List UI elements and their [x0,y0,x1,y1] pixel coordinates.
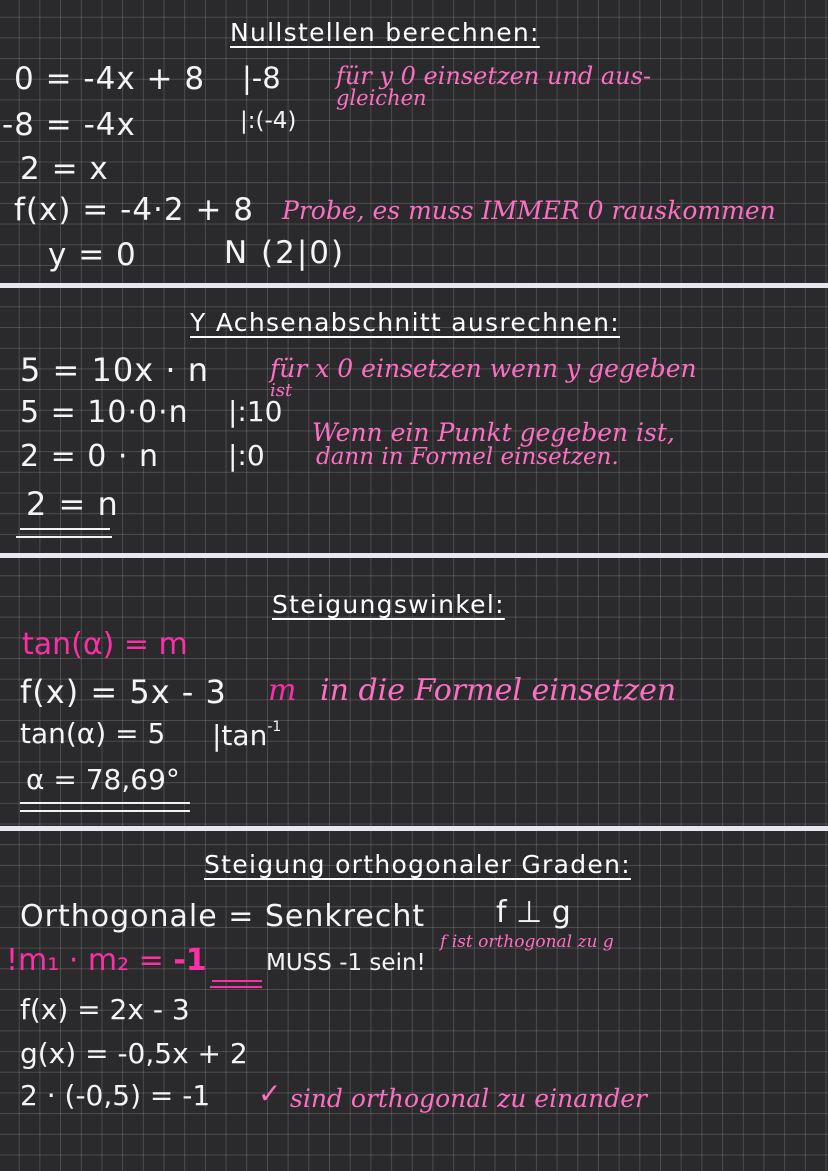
annotation-note: in die Formel einsetzen [320,673,677,708]
equation-line: 5 = 10·0·n [20,395,189,430]
equation-line: f(x) = -4·2 + 8 [14,192,255,228]
result-line: 2 = n [26,485,119,523]
heading-steigungswinkel: Steigungswinkel: [272,590,505,619]
annotation-note: m [268,673,297,708]
equation-line: y = 0 [48,237,137,273]
operation-note: |:10 [228,395,283,428]
annotation-note: für y 0 einsetzen und aus- [336,62,652,90]
annotation-note: für x 0 einsetzen wenn y gegeben [270,354,697,383]
rule-value: -1 [173,943,207,978]
rule-underline [212,980,262,982]
definition-line: Orthogonale = Senkrecht [20,899,426,934]
equation-line: 2 = 0 · n [20,439,160,474]
check-icon: ✓ [258,1077,282,1110]
operation-note: |:0 [228,439,265,472]
annotation-note: dann in Formel einsetzen. [316,444,619,470]
heading-orthogonale-steigung: Steigung orthogonaler Graden: [204,850,631,879]
section-divider [0,826,828,831]
superscript: -1 [267,719,282,735]
formula-line: tan(α) = m [22,627,188,662]
annotation-note: Wenn ein Punkt gegeben ist, [312,418,675,447]
perpendicular-symbol: f ⊥ g [496,895,571,930]
double-underline [20,528,110,530]
equation-line: 2 · (-0,5) = -1 [20,1079,211,1112]
section-divider [0,283,828,288]
equation-line: tan(α) = 5 [20,717,166,750]
equation-line: -8 = -4x [2,107,136,143]
rule-line [6,943,207,978]
operation-note: |-8 [242,61,281,95]
double-underline [20,802,190,804]
zero-point: N (2|0) [224,235,346,271]
operation-note [212,720,281,750]
section-divider [0,553,828,558]
double-underline [20,810,190,812]
operation-text: |tan [212,719,268,752]
annotation-note: MUSS -1 sein! [266,950,426,976]
equation-line: 2 = x [20,151,109,187]
equation-line: g(x) = -0,5x + 2 [20,1037,248,1070]
equation-line: f(x) = 2x - 3 [20,993,190,1026]
heading-y-achsenabschnitt: Y Achsenabschnitt ausrechnen: [190,308,620,337]
annotation-note: f ist orthogonal zu g [440,932,614,952]
equation-line: 5 = 10x · n [20,351,209,389]
operation-note: |:(-4) [240,108,297,134]
annotation-note: ist [270,380,293,401]
equation-line: f(x) = 5x - 3 [20,673,227,711]
rule-underline [210,986,262,988]
annotation-note: gleichen [336,86,427,110]
rule-prefix: !m₁ · m₂ = [6,943,174,978]
equation-line: 0 = -4x + 8 [14,61,206,97]
result-line: α = 78,69° [26,763,180,796]
double-underline [16,536,112,538]
annotation-note: sind orthogonal zu einander [290,1084,647,1113]
heading-nullstellen: Nullstellen berechnen: [230,18,540,47]
annotation-note: Probe, es muss IMMER 0 rauskommen [282,196,776,225]
